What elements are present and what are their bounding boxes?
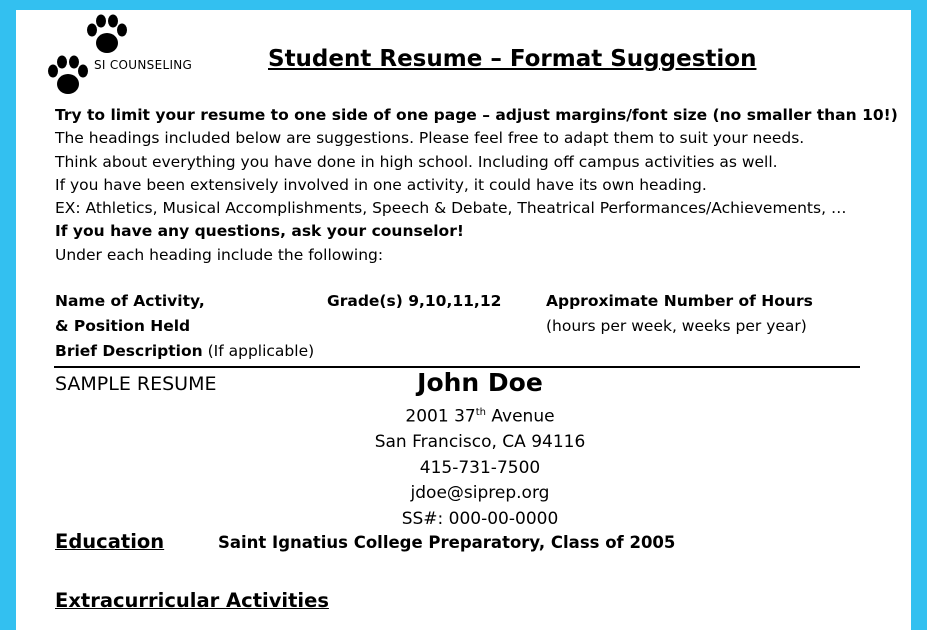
position-held-label: & Position Held [55, 317, 191, 335]
ssn-line: SS#: 000-00-0000 [401, 508, 559, 529]
activity-name-label: Name of Activity, [55, 292, 205, 310]
paw-print-icon [45, 55, 91, 97]
brief-description-note: (If applicable) [202, 342, 315, 360]
frame-right-border [911, 0, 927, 630]
instruction-line: Think about everything you have done in high school. Including off campus activities as well. [55, 152, 778, 171]
extracurricular-heading: Extracurricular Activities [55, 589, 329, 612]
field-column-activity [55, 289, 314, 364]
field-column-grades [327, 289, 501, 314]
address-street: Avenue [486, 406, 555, 427]
paw-print-icon [84, 14, 130, 56]
instruction-line: If you have any questions, ask your counselor! [55, 222, 464, 241]
student-name: John Doe [417, 368, 543, 397]
field-column-hours [546, 289, 813, 339]
city-line: San Francisco, CA 94116 [374, 432, 586, 453]
instruction-line: Under each heading include the following: [55, 245, 384, 264]
sample-resume-label: SAMPLE RESUME [55, 373, 217, 395]
page-title: Student Resume – Format Suggestion [268, 46, 757, 72]
instruction-line: The headings included below are suggestions. Please feel free to adapt them to suit your needs. [55, 129, 805, 148]
logo-text: SI COUNSELING [94, 58, 193, 72]
instruction-line: Try to limit your resume to one side of one page – adjust margins/font size (no smaller than 10!) [55, 106, 898, 124]
hours-note: (hours per week, weeks per year) [546, 317, 807, 335]
education-heading: Education [55, 530, 165, 553]
address-number: 2001 37 [405, 406, 476, 427]
frame-top-border [0, 0, 927, 10]
contact-block [300, 366, 660, 532]
email-line: jdoe@siprep.org [410, 483, 550, 504]
instruction-line: EX: Athletics, Musical Accomplishments, Speech & Debate, Theatrical Performances/Achievements, … [55, 199, 847, 218]
brief-description-row [55, 339, 314, 364]
phone-line: 415-731-7500 [419, 457, 541, 478]
instruction-line: If you have been extensively involved in one activity, it could have its own heading. [55, 175, 707, 194]
address-line [300, 400, 660, 430]
address-ordinal: th [475, 407, 486, 418]
frame-left-border [0, 0, 16, 630]
education-detail: Saint Ignatius College Preparatory, Class of 2005 [218, 533, 676, 552]
hours-label: Approximate Number of Hours [546, 292, 813, 310]
brief-description-label: Brief Description [55, 342, 203, 360]
grades-label: Grade(s) 9,10,11,12 [327, 292, 502, 310]
instructions [55, 104, 898, 267]
